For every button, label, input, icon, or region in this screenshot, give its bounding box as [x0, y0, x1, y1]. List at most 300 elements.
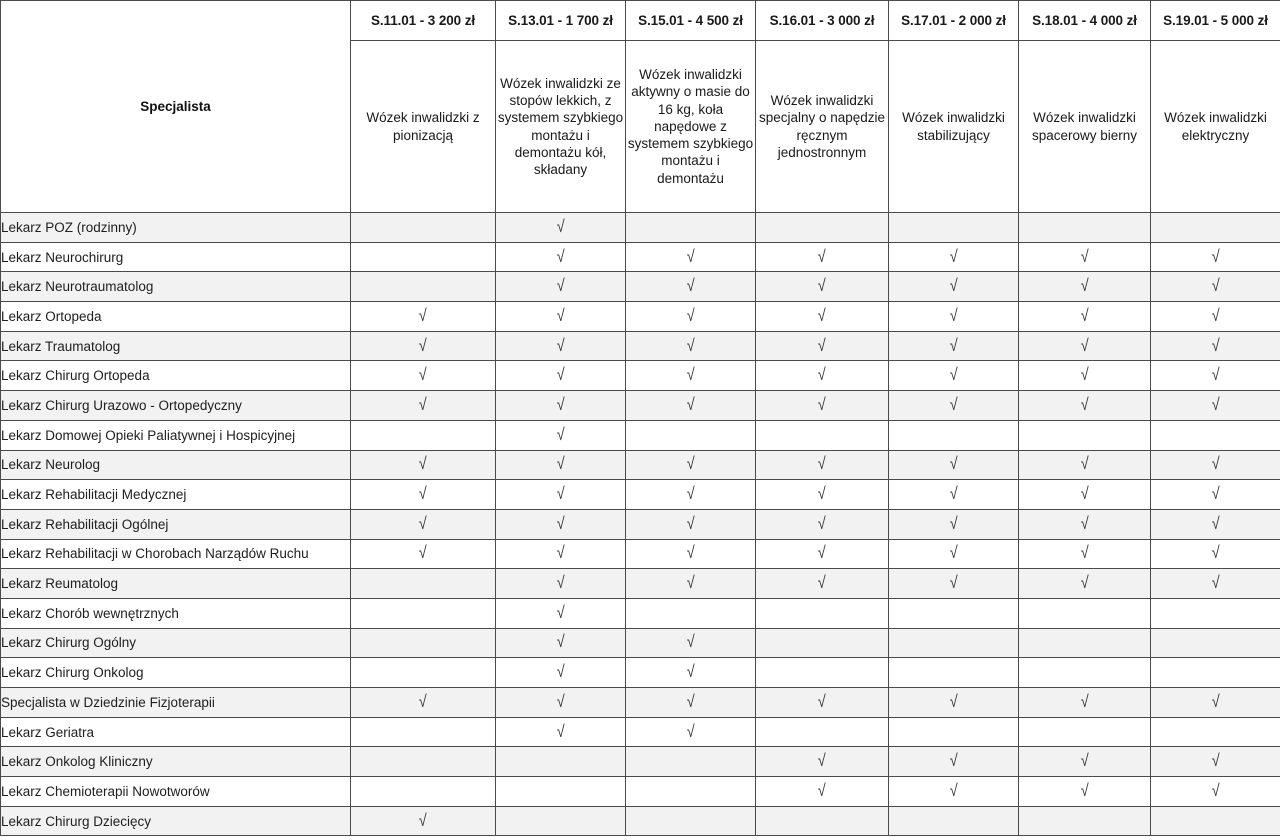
- check-mark-cell: [496, 480, 626, 510]
- check-icon: √: [556, 691, 565, 712]
- check-mark-cell: [1151, 302, 1280, 332]
- column-description-6: Wózek inwalidzki spacerowy bierny: [1019, 41, 1151, 213]
- header-row-codes: [1, 1, 1280, 41]
- check-mark-cell: [756, 569, 889, 599]
- specialist-name-cell: Lekarz Neurochirurg: [1, 242, 351, 272]
- check-mark-cell: [1019, 747, 1151, 777]
- check-mark-cell: [889, 361, 1019, 391]
- check-mark-cell: [889, 777, 1019, 807]
- table-row: [1, 598, 1280, 628]
- empty-cell: [626, 598, 756, 628]
- check-mark-cell: [889, 242, 1019, 272]
- check-mark-cell: [496, 331, 626, 361]
- check-mark-cell: [756, 509, 889, 539]
- check-mark-cell: [626, 302, 756, 332]
- empty-cell: [1151, 658, 1280, 688]
- check-icon: √: [686, 721, 695, 742]
- check-mark-cell: [626, 569, 756, 599]
- check-mark-cell: [496, 361, 626, 391]
- check-icon: √: [686, 632, 695, 653]
- check-icon: √: [556, 484, 565, 505]
- check-mark-cell: [756, 777, 889, 807]
- check-mark-cell: [351, 391, 496, 421]
- check-mark-cell: [626, 717, 756, 747]
- empty-cell: [756, 213, 889, 243]
- check-mark-cell: [756, 361, 889, 391]
- check-mark-cell: [496, 272, 626, 302]
- check-mark-cell: [626, 450, 756, 480]
- check-mark-cell: [889, 302, 1019, 332]
- check-mark-cell: [626, 509, 756, 539]
- check-icon: √: [556, 246, 565, 267]
- specialist-name-cell: Lekarz Chirurg Urazowo - Ortopedyczny: [1, 391, 351, 421]
- check-icon: √: [1080, 573, 1089, 594]
- check-mark-cell: [351, 361, 496, 391]
- check-icon: √: [1211, 780, 1220, 801]
- check-mark-cell: [626, 688, 756, 718]
- check-mark-cell: [1019, 331, 1151, 361]
- check-icon: √: [1080, 246, 1089, 267]
- check-icon: √: [1211, 484, 1220, 505]
- check-icon: √: [949, 454, 958, 475]
- check-mark-cell: [889, 450, 1019, 480]
- check-icon: √: [949, 276, 958, 297]
- table-body: [1, 213, 1280, 836]
- check-icon: √: [949, 543, 958, 564]
- check-mark-cell: [496, 213, 626, 243]
- check-icon: √: [419, 394, 427, 415]
- check-mark-cell: [756, 480, 889, 510]
- specialist-name-cell: Lekarz Domowej Opieki Paliatywnej i Hospicyjnej: [1, 420, 351, 450]
- check-icon: √: [949, 691, 958, 712]
- check-mark-cell: [351, 450, 496, 480]
- table-row: [1, 361, 1280, 391]
- check-icon: √: [949, 780, 958, 801]
- check-mark-cell: [889, 539, 1019, 569]
- check-icon: √: [419, 810, 427, 831]
- empty-cell: [351, 242, 496, 272]
- check-icon: √: [686, 513, 695, 534]
- check-icon: √: [1211, 454, 1220, 475]
- check-icon: √: [1211, 365, 1220, 386]
- specialist-name-cell: Lekarz Geriatra: [1, 717, 351, 747]
- check-icon: √: [1080, 276, 1089, 297]
- specialist-name-cell: Lekarz Chirurg Dziecięcy: [1, 806, 351, 836]
- column-code-7: S.19.01 - 5 000 zł: [1151, 1, 1280, 41]
- check-mark-cell: [1019, 509, 1151, 539]
- check-icon: √: [818, 543, 826, 564]
- check-mark-cell: [889, 331, 1019, 361]
- check-icon: √: [818, 246, 826, 267]
- check-mark-cell: [626, 480, 756, 510]
- check-icon: √: [556, 632, 565, 653]
- check-icon: √: [949, 394, 958, 415]
- check-mark-cell: [1151, 569, 1280, 599]
- check-mark-cell: [889, 391, 1019, 421]
- check-mark-cell: [626, 391, 756, 421]
- check-icon: √: [556, 662, 565, 683]
- check-icon: √: [949, 484, 958, 505]
- check-icon: √: [1211, 305, 1220, 326]
- table-row: [1, 747, 1280, 777]
- check-mark-cell: [626, 242, 756, 272]
- check-mark-cell: [626, 361, 756, 391]
- check-icon: √: [1080, 335, 1089, 356]
- empty-cell: [351, 213, 496, 243]
- check-icon: √: [556, 513, 565, 534]
- check-mark-cell: [889, 509, 1019, 539]
- column-code-1: S.11.01 - 3 200 zł: [351, 1, 496, 41]
- specialist-name-cell: Lekarz Chirurg Onkolog: [1, 658, 351, 688]
- check-icon: √: [419, 454, 427, 475]
- check-mark-cell: [351, 480, 496, 510]
- check-mark-cell: [496, 688, 626, 718]
- check-icon: √: [1080, 751, 1089, 772]
- table-row: [1, 569, 1280, 599]
- check-mark-cell: [496, 391, 626, 421]
- check-mark-cell: [496, 658, 626, 688]
- check-mark-cell: [496, 717, 626, 747]
- check-icon: √: [556, 424, 565, 445]
- check-mark-cell: [889, 688, 1019, 718]
- check-icon: √: [1080, 305, 1089, 326]
- empty-cell: [626, 213, 756, 243]
- check-icon: √: [419, 305, 427, 326]
- check-mark-cell: [496, 242, 626, 272]
- empty-cell: [1019, 598, 1151, 628]
- empty-cell: [889, 598, 1019, 628]
- check-icon: √: [686, 454, 695, 475]
- check-icon: √: [419, 484, 427, 505]
- empty-cell: [889, 717, 1019, 747]
- check-mark-cell: [496, 569, 626, 599]
- check-icon: √: [1080, 691, 1089, 712]
- check-mark-cell: [1151, 747, 1280, 777]
- check-icon: √: [949, 335, 958, 356]
- check-mark-cell: [1019, 688, 1151, 718]
- column-code-3: S.15.01 - 4 500 zł: [626, 1, 756, 41]
- empty-cell: [889, 628, 1019, 658]
- check-icon: √: [556, 305, 565, 326]
- check-mark-cell: [626, 539, 756, 569]
- specialist-name-cell: Lekarz Traumatolog: [1, 331, 351, 361]
- column-code-4: S.16.01 - 3 000 zł: [756, 1, 889, 41]
- check-icon: √: [818, 454, 826, 475]
- check-icon: √: [1211, 751, 1220, 772]
- check-mark-cell: [756, 688, 889, 718]
- check-mark-cell: [889, 569, 1019, 599]
- check-mark-cell: [351, 509, 496, 539]
- table-row: [1, 450, 1280, 480]
- column-code-5: S.17.01 - 2 000 zł: [889, 1, 1019, 41]
- check-mark-cell: [496, 450, 626, 480]
- check-icon: √: [1211, 335, 1220, 356]
- check-mark-cell: [756, 242, 889, 272]
- check-mark-cell: [756, 391, 889, 421]
- column-description-4: Wózek inwalidzki specjalny o napędzie ręcznym jednostronnym: [756, 41, 889, 213]
- check-mark-cell: [1019, 242, 1151, 272]
- check-icon: √: [556, 216, 565, 237]
- empty-cell: [1019, 628, 1151, 658]
- column-description-7: Wózek inwalidzki elektryczny: [1151, 41, 1280, 213]
- check-mark-cell: [496, 598, 626, 628]
- table-row: [1, 391, 1280, 421]
- table-row: [1, 658, 1280, 688]
- check-mark-cell: [496, 302, 626, 332]
- empty-cell: [1019, 213, 1151, 243]
- check-icon: √: [818, 276, 826, 297]
- empty-cell: [756, 420, 889, 450]
- table-row: [1, 213, 1280, 243]
- table-row: [1, 480, 1280, 510]
- empty-cell: [1151, 628, 1280, 658]
- check-icon: √: [1080, 394, 1089, 415]
- check-icon: √: [1211, 246, 1220, 267]
- check-icon: √: [1211, 573, 1220, 594]
- specialist-name-cell: Lekarz Chirurg Ortopeda: [1, 361, 351, 391]
- check-icon: √: [949, 751, 958, 772]
- check-icon: √: [1080, 365, 1089, 386]
- specialist-name-cell: Lekarz Chirurg Ogólny: [1, 628, 351, 658]
- check-mark-cell: [1151, 272, 1280, 302]
- table-row: [1, 509, 1280, 539]
- specialist-name-cell: Lekarz Ortopeda: [1, 302, 351, 332]
- check-mark-cell: [496, 539, 626, 569]
- check-icon: √: [1211, 394, 1220, 415]
- check-mark-cell: [1019, 391, 1151, 421]
- check-icon: √: [686, 573, 695, 594]
- empty-cell: [351, 777, 496, 807]
- check-mark-cell: [351, 539, 496, 569]
- table-row: [1, 539, 1280, 569]
- check-icon: √: [419, 513, 427, 534]
- check-icon: √: [1080, 543, 1089, 564]
- column-description-1: Wózek inwalidzki z pionizacją: [351, 41, 496, 213]
- check-mark-cell: [756, 450, 889, 480]
- check-icon: √: [686, 394, 695, 415]
- check-mark-cell: [1019, 272, 1151, 302]
- check-icon: √: [1211, 691, 1220, 712]
- specialist-name-cell: Lekarz Chemioterapii Nowotworów: [1, 777, 351, 807]
- check-icon: √: [419, 543, 427, 564]
- check-icon: √: [949, 513, 958, 534]
- check-mark-cell: [1151, 242, 1280, 272]
- table-row: [1, 688, 1280, 718]
- check-mark-cell: [1151, 361, 1280, 391]
- check-icon: √: [818, 365, 826, 386]
- check-icon: √: [686, 276, 695, 297]
- empty-cell: [626, 420, 756, 450]
- check-mark-cell: [756, 302, 889, 332]
- check-mark-cell: [756, 747, 889, 777]
- check-mark-cell: [889, 272, 1019, 302]
- check-icon: √: [818, 513, 826, 534]
- empty-cell: [1151, 213, 1280, 243]
- empty-cell: [496, 747, 626, 777]
- column-description-3: Wózek inwalidzki aktywny o masie do 16 kg, koła napędowe z systemem szybkiego montażu i demontażu: [626, 41, 756, 213]
- check-icon: √: [556, 721, 565, 742]
- check-icon: √: [556, 365, 565, 386]
- empty-cell: [756, 628, 889, 658]
- check-icon: √: [1080, 780, 1089, 801]
- check-mark-cell: [1151, 450, 1280, 480]
- check-icon: √: [818, 335, 826, 356]
- check-mark-cell: [1019, 361, 1151, 391]
- check-mark-cell: [351, 331, 496, 361]
- check-mark-cell: [1019, 539, 1151, 569]
- specialist-name-cell: Lekarz Chorób wewnętrznych: [1, 598, 351, 628]
- check-icon: √: [419, 335, 427, 356]
- empty-cell: [1019, 420, 1151, 450]
- empty-cell: [889, 213, 1019, 243]
- table-header: [1, 1, 1280, 213]
- check-mark-cell: [756, 272, 889, 302]
- check-mark-cell: [351, 806, 496, 836]
- empty-cell: [351, 598, 496, 628]
- empty-cell: [1019, 806, 1151, 836]
- corner-header-specjalista: Specjalista: [1, 1, 351, 213]
- check-icon: √: [1211, 543, 1220, 564]
- empty-cell: [626, 806, 756, 836]
- column-code-6: S.18.01 - 4 000 zł: [1019, 1, 1151, 41]
- check-mark-cell: [351, 688, 496, 718]
- check-mark-cell: [1019, 777, 1151, 807]
- check-icon: √: [686, 335, 695, 356]
- check-icon: √: [949, 573, 958, 594]
- empty-cell: [1019, 717, 1151, 747]
- table-row: [1, 717, 1280, 747]
- check-mark-cell: [756, 331, 889, 361]
- check-mark-cell: [1151, 509, 1280, 539]
- check-icon: √: [686, 662, 695, 683]
- empty-cell: [1151, 717, 1280, 747]
- check-icon: √: [556, 335, 565, 356]
- table-row: [1, 272, 1280, 302]
- column-code-2: S.13.01 - 1 700 zł: [496, 1, 626, 41]
- check-mark-cell: [626, 272, 756, 302]
- check-icon: √: [949, 365, 958, 386]
- check-mark-cell: [1151, 539, 1280, 569]
- empty-cell: [1151, 806, 1280, 836]
- check-mark-cell: [889, 480, 1019, 510]
- empty-cell: [351, 717, 496, 747]
- check-icon: √: [1211, 513, 1220, 534]
- check-icon: √: [686, 246, 695, 267]
- table-row: [1, 628, 1280, 658]
- check-icon: √: [1080, 513, 1089, 534]
- check-icon: √: [556, 454, 565, 475]
- check-icon: √: [556, 276, 565, 297]
- check-icon: √: [818, 305, 826, 326]
- specialist-name-cell: Lekarz Reumatolog: [1, 569, 351, 599]
- check-mark-cell: [1151, 688, 1280, 718]
- column-description-5: Wózek inwalidzki stabilizujący: [889, 41, 1019, 213]
- check-mark-cell: [496, 509, 626, 539]
- check-mark-cell: [1019, 302, 1151, 332]
- specialist-name-cell: Lekarz POZ (rodzinny): [1, 213, 351, 243]
- check-icon: √: [419, 691, 427, 712]
- empty-cell: [351, 272, 496, 302]
- check-icon: √: [1080, 484, 1089, 505]
- check-mark-cell: [496, 420, 626, 450]
- check-mark-cell: [1019, 569, 1151, 599]
- table-row: [1, 302, 1280, 332]
- empty-cell: [1151, 420, 1280, 450]
- check-icon: √: [818, 780, 826, 801]
- check-mark-cell: [1019, 480, 1151, 510]
- table-row: [1, 806, 1280, 836]
- specialist-name-cell: Lekarz Rehabilitacji Ogólnej: [1, 509, 351, 539]
- empty-cell: [351, 569, 496, 599]
- check-mark-cell: [1151, 391, 1280, 421]
- empty-cell: [496, 806, 626, 836]
- empty-cell: [351, 628, 496, 658]
- table-row: [1, 420, 1280, 450]
- table-row: [1, 777, 1280, 807]
- check-icon: √: [556, 602, 565, 623]
- check-icon: √: [818, 394, 826, 415]
- table-row: [1, 331, 1280, 361]
- empty-cell: [889, 658, 1019, 688]
- check-mark-cell: [351, 302, 496, 332]
- check-mark-cell: [1019, 450, 1151, 480]
- check-mark-cell: [626, 331, 756, 361]
- check-icon: √: [686, 484, 695, 505]
- check-icon: √: [556, 394, 565, 415]
- check-icon: √: [818, 573, 826, 594]
- empty-cell: [351, 747, 496, 777]
- check-icon: √: [419, 365, 427, 386]
- check-mark-cell: [1151, 777, 1280, 807]
- empty-cell: [756, 598, 889, 628]
- check-icon: √: [686, 305, 695, 326]
- check-mark-cell: [756, 539, 889, 569]
- check-icon: √: [818, 751, 826, 772]
- check-icon: √: [949, 305, 958, 326]
- empty-cell: [756, 806, 889, 836]
- check-mark-cell: [626, 658, 756, 688]
- column-description-2: Wózek inwalidzki ze stopów lekkich, z systemem szybkiego montażu i demontażu kół, składany: [496, 41, 626, 213]
- empty-cell: [496, 777, 626, 807]
- empty-cell: [626, 777, 756, 807]
- empty-cell: [889, 806, 1019, 836]
- specialist-name-cell: Lekarz Rehabilitacji Medycznej: [1, 480, 351, 510]
- specialist-name-cell: Lekarz Rehabilitacji w Chorobach Narządów Ruchu: [1, 539, 351, 569]
- check-icon: √: [556, 543, 565, 564]
- empty-cell: [1019, 658, 1151, 688]
- check-icon: √: [1211, 276, 1220, 297]
- check-icon: √: [686, 691, 695, 712]
- check-icon: √: [686, 365, 695, 386]
- specialist-name-cell: Lekarz Onkolog Kliniczny: [1, 747, 351, 777]
- specialist-name-cell: Lekarz Neurotraumatolog: [1, 272, 351, 302]
- check-icon: √: [556, 573, 565, 594]
- check-icon: √: [949, 246, 958, 267]
- empty-cell: [1151, 598, 1280, 628]
- check-mark-cell: [1151, 331, 1280, 361]
- check-mark-cell: [496, 628, 626, 658]
- table-row: [1, 242, 1280, 272]
- check-icon: √: [818, 484, 826, 505]
- specialist-name-cell: Lekarz Neurolog: [1, 450, 351, 480]
- empty-cell: [756, 658, 889, 688]
- empty-cell: [351, 420, 496, 450]
- check-mark-cell: [626, 628, 756, 658]
- empty-cell: [889, 420, 1019, 450]
- empty-cell: [626, 747, 756, 777]
- check-icon: √: [686, 543, 695, 564]
- check-icon: √: [1080, 454, 1089, 475]
